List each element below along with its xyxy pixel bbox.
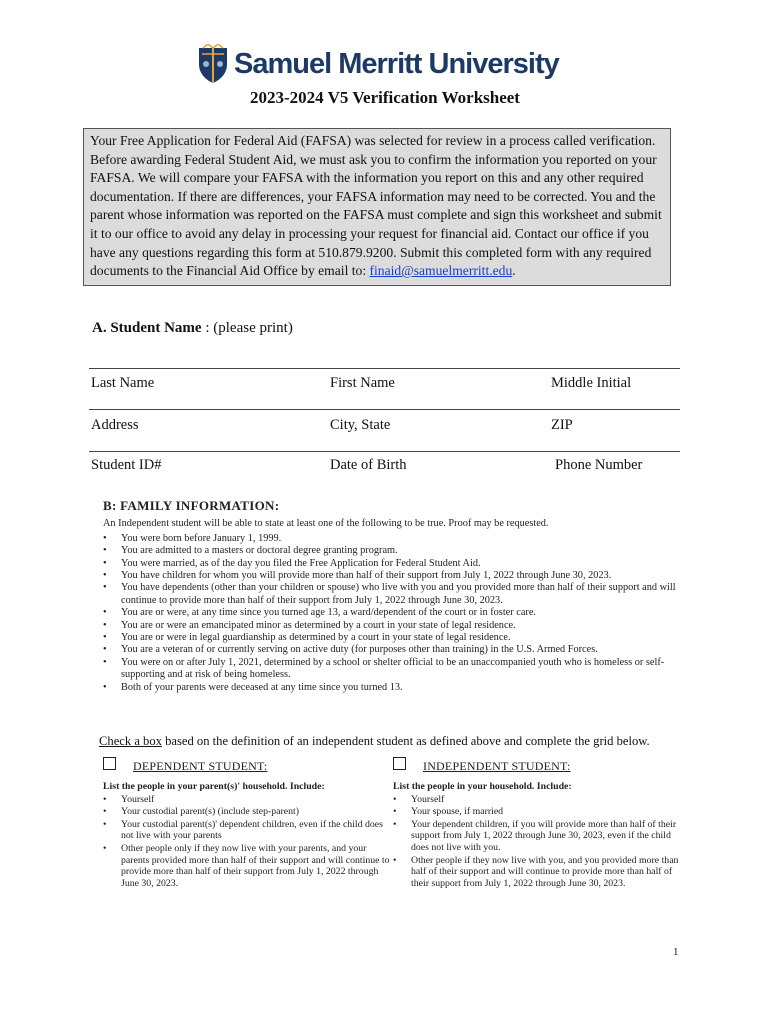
dependent-list-title: List the people in your parent(s)' household. Include: — [103, 781, 325, 792]
list-item: • You were married, as of the day you filed the Free Application for Federal Student Aid. — [103, 558, 683, 570]
independent-checkbox[interactable] — [393, 757, 406, 770]
list-item: • Your dependent children, if you will provide more than half of their support from July 1, 2022 through June 30, 2023, even if the child does not live with you. — [393, 819, 683, 854]
dependent-checkbox[interactable] — [103, 757, 116, 770]
intro-text: Your Free Application for Federal Aid (FAFSA) was selected for review in a process called verification. Before awarding Federal Student Aid, we must ask you to confirm the information you reported on your FAFSA. We will compare your FAFSA with the information you report on this and any other required documentation. If there are differences, your FAFSA information may need to be corrected. You and the parent whose information was reported on the FAFSA must complete and sign this worksheet and submit it to our office to avoid any delay in processing your request for financial aid. Contact our office if you have any questions regarding this form at 510.879.9200. Submit this completed form with any required documents to the Financial Aid Office by email to: — [90, 133, 662, 279]
independent-criteria-list — [103, 533, 683, 694]
intro-box — [83, 128, 671, 286]
label-phone-number: Phone Number — [555, 457, 643, 473]
list-item: • You were born before January 1, 1999. — [103, 533, 683, 545]
label-zip: ZIP — [551, 417, 573, 433]
shield-logo-icon — [196, 44, 230, 84]
section-b-heading: B: FAMILY INFORMATION: — [103, 498, 280, 513]
independent-column — [393, 757, 683, 890]
line-name[interactable] — [89, 368, 680, 369]
intro-end: . — [512, 263, 516, 279]
university-logo — [196, 44, 576, 88]
list-item: • You are or were, at any time since you turned age 13, a ward/dependent of the court or in foster care. — [103, 607, 683, 619]
label-date-of-birth: Date of Birth — [330, 457, 407, 473]
list-item: • Your custodial parent(s) (include step-parent) — [103, 806, 393, 818]
email-link[interactable]: finaid@samuelmerritt.edu — [369, 263, 513, 279]
list-item: • You were on or after July 1, 2021, determined by a school or shelter official to be an unaccompanied youth who is homeless or self-supporting and at risk of being homeless. — [103, 657, 683, 682]
section-b — [103, 500, 683, 694]
section-b-intro: An Independent student will be able to state at least one of the following to be true. Proof may be requested. — [103, 518, 549, 530]
line-address[interactable] — [89, 409, 680, 410]
list-item: • Yourself — [103, 794, 393, 806]
label-address: Address — [91, 417, 139, 433]
list-item: • You are admitted to a masters or doctoral degree granting program. — [103, 545, 683, 557]
list-item: • Yourself — [393, 794, 683, 806]
label-city-state: City, State — [330, 417, 391, 433]
line-id[interactable] — [89, 451, 680, 452]
check-instruction: Check a box based on the definition of an independent student as defined above and complete the grid below. — [99, 734, 650, 748]
dependent-title: DEPENDENT STUDENT: — [133, 759, 268, 773]
label-last-name: Last Name — [91, 375, 155, 391]
label-first-name: First Name — [330, 375, 395, 391]
list-item: • You are or were an emancipated minor as determined by a court in your state of legal residence. — [103, 620, 683, 632]
list-item: • Your custodial parent(s)' dependent children, even if the child does not live with your parents — [103, 819, 393, 842]
page-title: 2023-2024 V5 Verification Worksheet — [250, 88, 520, 107]
list-item: • You have children for whom you will provide more than half of their support from July 1, 2022 through June 30, 2023. — [103, 570, 683, 582]
label-middle-initial: Middle Initial — [551, 375, 632, 391]
label-student-id: Student ID# — [91, 457, 162, 473]
logo-wordmark: Samuel Merritt University — [234, 48, 559, 80]
list-item: • You are or were in legal guardianship as determined by a court in your state of legal residence. — [103, 632, 683, 644]
list-item: • Other people if they now live with you, and you provided more than half of their support and will continue to provide more than half of their support from July 1, 2022 through June 30, 2023. — [393, 855, 683, 890]
list-item: • You have dependents (other than your children or spouse) who live with you and you provided more than half of their support and will continue to provide more than half of their support from July 1, 2022 through June 30, 2023. — [103, 582, 683, 607]
independent-list-title: List the people in your household. Include: — [393, 781, 572, 792]
list-item: • Your spouse, if married — [393, 806, 683, 818]
list-item: • Other people only if they now live with your parents, and your parents provided more than half of their support and will continue to provide more than half of their support from July 1, 2022 through June 30, 2023. — [103, 843, 393, 889]
independent-title: INDEPENDENT STUDENT: — [423, 759, 571, 773]
list-item: • Both of your parents were deceased at any time since you turned 13. — [103, 682, 683, 694]
page-number: 1 — [673, 946, 679, 958]
list-item: • You are a veteran of or currently serving on active duty (for purposes other than training) in the U.S. Armed Forces. — [103, 644, 683, 656]
section-a-heading: A. Student Name : (please print) — [92, 320, 293, 336]
dependent-column — [103, 757, 393, 890]
